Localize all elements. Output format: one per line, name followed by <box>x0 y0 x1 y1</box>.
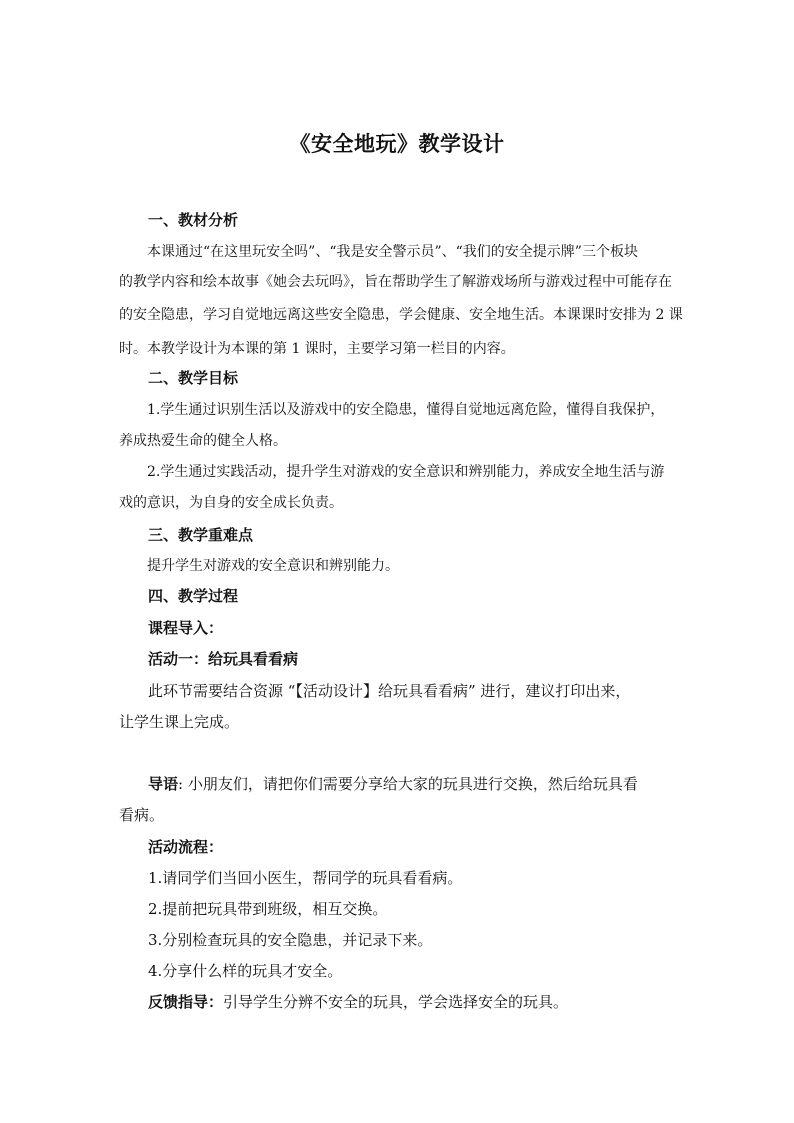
flow-item: 4.分享什么样的玩具才安全。 <box>148 962 343 980</box>
section-heading-process: 四、教学过程 <box>148 587 239 605</box>
guide-text: : 小朋友们，请把你们需要分享给大家的玩具进行交换，然后给玩具看 <box>178 775 638 793</box>
flow-item: 2.提前把玩具带到班级，相互交换。 <box>148 900 388 918</box>
paragraph-line: 此环节需要结合资源 “【活动设计】给玩具看看病” 进行，建议打印出来， <box>148 682 631 700</box>
flow-label: 活动流程： <box>148 838 224 856</box>
flow-item: 3.分别检查玩具的安全隐患，并记录下来。 <box>148 931 433 949</box>
paragraph-line: 2.学生通过实践活动，提升学生对游戏的安全意识和辨别能力，养成安全地生活与游 <box>147 464 665 480</box>
section-heading-key-points: 三、教学重难点 <box>148 526 254 544</box>
document-title: 《安全地玩》教学设计 <box>289 131 505 156</box>
paragraph-line: 1.学生通过识别生活以及游戏中的安全隐患，懂得自觉地远离危险，懂得自我保护， <box>147 402 665 418</box>
paragraph-line: 本课通过“在这里玩安全吗”、“我是安全警示员”、“我们的安全提示牌”三个板块 <box>147 244 638 260</box>
paragraph-line: 提升学生对游戏的安全意识和辨别能力。 <box>147 558 399 574</box>
section-heading-materials: 一、教材分析 <box>148 211 239 229</box>
feedback-text: 引导学生分辨不安全的玩具，学会选择安全的玩具。 <box>223 993 569 1011</box>
feedback-line <box>148 993 568 1011</box>
course-intro-label: 课程导入： <box>148 619 224 637</box>
paragraph-line: 的教学内容和绘本故事《她会去玩吗》，旨在帮助学生了解游戏场所与游戏过程中可能存在 <box>119 274 672 290</box>
flow-item: 1.请同学们当回小医生，帮同学的玩具看看病。 <box>148 869 463 887</box>
section-heading-objectives: 二、教学目标 <box>148 369 239 387</box>
activity-title: 活动一：给玩具看看病 <box>148 650 299 668</box>
paragraph-line: 戏的意识，为自身的安全成长负责。 <box>119 495 343 511</box>
paragraph-line: 养成热爱生命的健全人格。 <box>119 433 287 449</box>
guide-label: 导语 <box>148 775 179 793</box>
paragraph-line: 让学生课上完成。 <box>119 713 240 731</box>
paragraph-line: 时。本教学设计为本课的第 1 课时，主要学习第一栏目的内容。 <box>119 341 515 357</box>
guide-line <box>148 775 638 793</box>
feedback-label: 反馈指导： <box>148 993 224 1011</box>
paragraph-line: 的安全隐患，学习自觉地远离这些安全隐患，学会健康、安全地生活。本课课时安排为 2 课 <box>119 307 683 323</box>
paragraph-line: 看病。 <box>119 806 165 824</box>
